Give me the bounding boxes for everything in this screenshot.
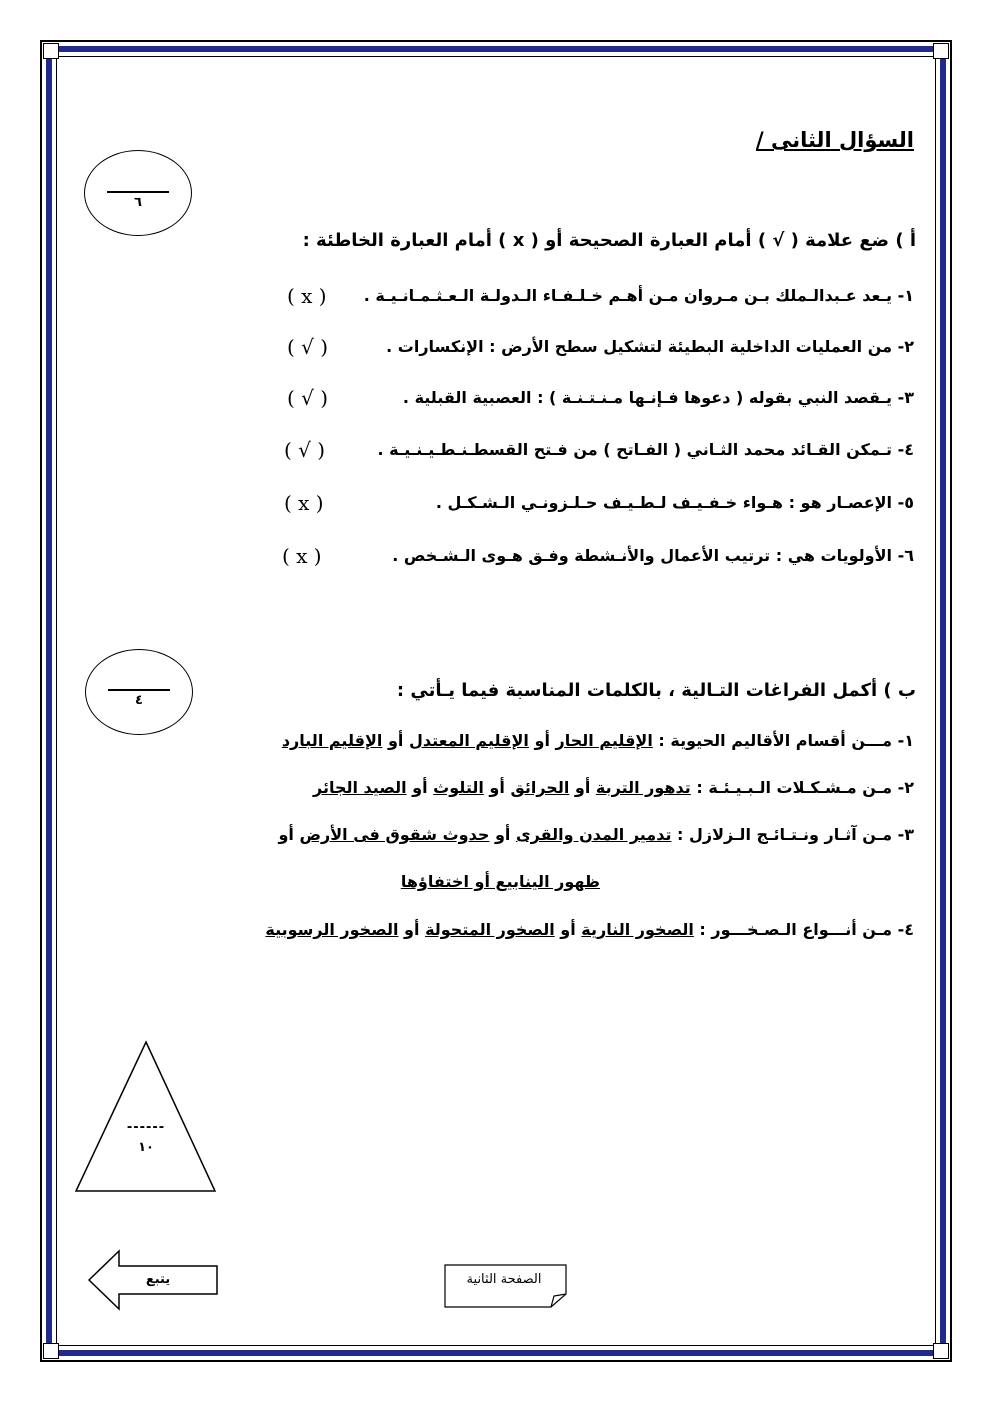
connector: أو bbox=[489, 778, 505, 797]
tf-statement-1: ١- يـعد عـبدالـملك بـن مـروان مـن أهـم خـلـفـاء الـدولـة الـعـثـمـانـيـة . bbox=[363, 286, 914, 305]
tf-statement-3: ٣- يـقصد النبي بقوله ( دعوها فـإنـها مـنـتـنـة ) : العصبية القبلية . bbox=[402, 388, 914, 407]
fill-prefix: ٤- مـن أنـــواع الـصـخـــور : bbox=[699, 920, 914, 939]
connector: أو bbox=[278, 825, 294, 844]
tf-answer-6: ( x ) bbox=[282, 544, 322, 568]
tf-answer-3: ( √ ) bbox=[287, 386, 329, 410]
fill-answer: حدوث شقوق فى الأرض bbox=[299, 825, 490, 844]
tf-answer-4: ( √ ) bbox=[284, 438, 326, 462]
tf-answer-2: ( √ ) bbox=[287, 335, 329, 359]
fill-answer: الصخور الرسوبية bbox=[265, 920, 399, 939]
fill-prefix: ٣- مـن آثـار ونـتـائـج الـزلازل : bbox=[677, 825, 914, 844]
fill-answer: التلوث bbox=[433, 778, 484, 797]
corner-ornament bbox=[43, 43, 59, 59]
tf-statement-5: ٥- الإعصـار هو : هـواء خـفـيـف لـطـيـف حـلـزونـي الـشـكـل . bbox=[435, 493, 914, 512]
tf-answer-5: ( x ) bbox=[284, 491, 324, 515]
score-line bbox=[108, 689, 170, 691]
tf-statement-4: ٤- تـمكن القـائد محمد الثـاني ( الفـاتح ) من فـتح القسطـنـطـيـنـيـة . bbox=[377, 440, 914, 459]
fill-line-4 bbox=[265, 920, 914, 939]
fill-answer: الحرائق bbox=[510, 778, 570, 797]
corner-ornament bbox=[933, 1343, 949, 1359]
fill-prefix: ١- مـــن أقسام الأقاليم الحيوية : bbox=[658, 731, 914, 750]
score-line bbox=[107, 191, 169, 193]
connector: أو bbox=[387, 731, 404, 750]
fill-answer: الإقليم البارد bbox=[281, 731, 383, 750]
part-b-instruction: ب ) أكمل الفراغات التـالية ، بالكلمات المناسبة فيما يـأتي : bbox=[396, 680, 916, 701]
corner-ornament bbox=[43, 1343, 59, 1359]
total-score-triangle bbox=[74, 1040, 218, 1194]
tf-statement-6: ٦- الأولويات هي : ترتيب الأعمال والأنـشطة وفـق هـوى الـشـخص . bbox=[392, 546, 914, 565]
fill-answer: الإقليم الحار bbox=[555, 731, 653, 750]
connector: أو bbox=[560, 920, 576, 939]
fill-answer: الإقليم المعتدل bbox=[408, 731, 529, 750]
question-title: السؤال الثانى / bbox=[755, 128, 914, 152]
fill-line-3-continuation: ظهور الينابيع أو اختفاؤها bbox=[400, 872, 600, 891]
tf-answer-1: ( x ) bbox=[287, 284, 327, 308]
total-dashes: ------ bbox=[126, 1120, 166, 1135]
connector: أو bbox=[412, 778, 428, 797]
connector: أو bbox=[574, 778, 591, 797]
part-a-score-circle bbox=[84, 150, 192, 236]
connector: أو bbox=[534, 731, 550, 750]
fill-answer: الصخور المتحولة bbox=[425, 920, 555, 939]
fill-line-3 bbox=[278, 825, 914, 844]
fill-line-2 bbox=[313, 778, 914, 797]
connector: أو bbox=[404, 920, 420, 939]
page-label: الصفحة الثانية bbox=[466, 1272, 542, 1287]
fill-answer: الصخور النارية bbox=[581, 920, 694, 939]
part-a-score: ٦ bbox=[134, 195, 142, 210]
connector: أو bbox=[494, 825, 511, 844]
part-b-score-circle bbox=[85, 649, 193, 735]
next-label[interactable]: يتبع bbox=[145, 1272, 171, 1287]
part-a-instruction: أ ) ضع علامة ( √ ) أمام العبارة الصحيحة أو ( x ) أمام العبارة الخاطئة : bbox=[302, 230, 916, 251]
fill-prefix: ٢- مـن مـشـكـلات الـبـيـئـة : bbox=[696, 778, 914, 797]
corner-ornament bbox=[933, 43, 949, 59]
fill-line-1 bbox=[282, 731, 914, 750]
part-b-score: ٤ bbox=[135, 693, 143, 708]
tf-statement-2: ٢- من العمليات الداخلية البطيئة لتشكيل سطح الأرض : الإنكسارات . bbox=[386, 337, 914, 356]
fill-answer: تدمير المدن والقرى bbox=[515, 825, 672, 844]
fill-answer: تدهور التربة bbox=[595, 778, 691, 797]
total-score: ١٠ bbox=[138, 1140, 154, 1155]
fill-answer: الصيد الجائر bbox=[312, 778, 407, 797]
